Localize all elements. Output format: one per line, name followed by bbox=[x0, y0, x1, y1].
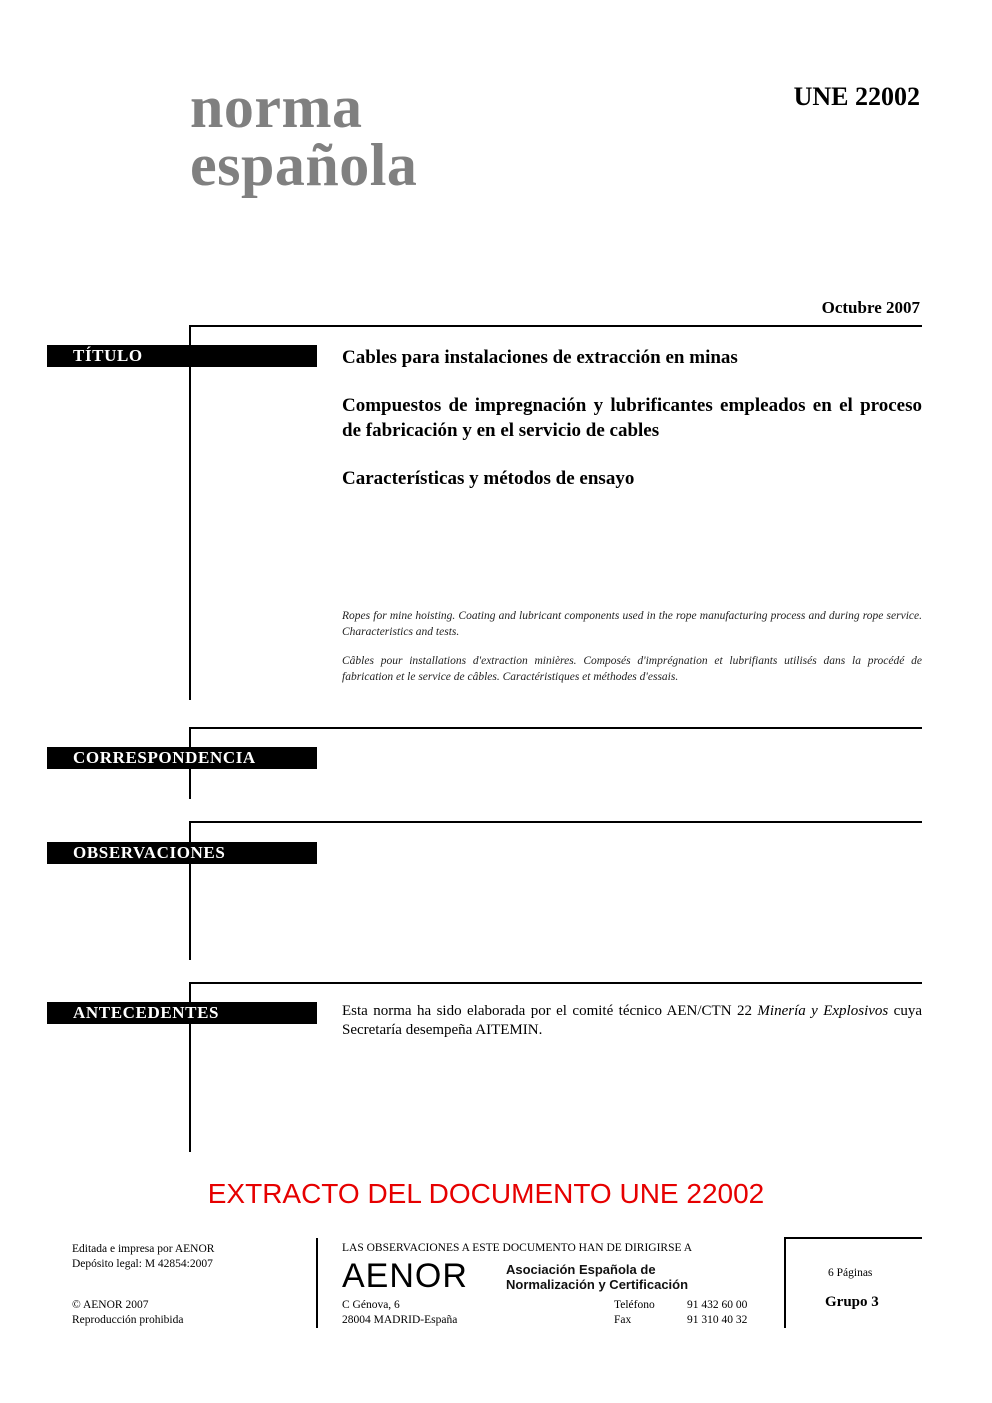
group-box-top bbox=[785, 1237, 922, 1239]
title-line-1: Cables para instalaciones de extracción en minas bbox=[342, 347, 738, 368]
aenor-address bbox=[342, 1298, 457, 1328]
aenor-logo: AENOR bbox=[342, 1257, 468, 1295]
address-city: 28004 MADRID-España bbox=[342, 1314, 458, 1326]
extract-watermark: EXTRACTO DEL DOCUMENTO UNE 22002 bbox=[207, 1178, 765, 1209]
fax-value: 91 310 40 32 bbox=[687, 1314, 748, 1326]
contact-values bbox=[687, 1298, 747, 1328]
antecedentes-text-before: Esta norma ha sido elaborada por el comité técnico AEN/CTN 22 bbox=[342, 1003, 758, 1019]
translated-titles bbox=[342, 608, 922, 698]
page-count: 6 Páginas bbox=[828, 1267, 873, 1279]
correspondencia-label: CORRESPONDENCIA bbox=[47, 747, 317, 769]
publication-date: Octubre 2007 bbox=[821, 298, 920, 317]
phone-value: 91 432 60 00 bbox=[687, 1299, 748, 1311]
phone-label: Teléfono bbox=[614, 1299, 655, 1311]
copyright: © AENOR 2007 bbox=[72, 1299, 149, 1311]
section-vertical-rule bbox=[189, 325, 191, 700]
titulo-label: TÍTULO bbox=[47, 345, 317, 367]
observations-notice: LAS OBSERVACIONES A ESTE DOCUMENTO HAN DE DIRIGIRSE A bbox=[342, 1242, 693, 1254]
observaciones-label: OBSERVACIONES bbox=[47, 842, 317, 864]
fax-label: Fax bbox=[614, 1314, 632, 1326]
edited-by: Editada e impresa por AENOR bbox=[72, 1243, 215, 1255]
aenor-name-line-2: Normalización y Certificación bbox=[506, 1277, 689, 1292]
english-title: Ropes for mine hoisting. Coating and lubricant components used in the rope manufacturing process and during rope service. Characteristics and tests. bbox=[342, 610, 922, 638]
section-divider bbox=[190, 982, 922, 984]
footer-divider bbox=[316, 1238, 318, 1328]
legal-deposit: Depósito legal: M 42854:2007 bbox=[72, 1258, 213, 1270]
antecedentes-label: ANTECEDENTES bbox=[47, 1002, 317, 1024]
edition-info bbox=[72, 1242, 214, 1272]
section-divider bbox=[190, 727, 922, 729]
section-divider bbox=[190, 821, 922, 823]
aenor-name-line-1: Asociación Española de bbox=[506, 1262, 656, 1277]
standard-code: UNE 22002 bbox=[793, 82, 920, 111]
group-box-left bbox=[784, 1237, 786, 1328]
copyright-info bbox=[72, 1298, 183, 1328]
title-line-3: Características y métodos de ensayo bbox=[342, 468, 635, 489]
antecedentes-text-after: cuya Secretaría desempeña AITEMIN. bbox=[342, 1003, 922, 1038]
antecedentes-text bbox=[342, 1002, 922, 1040]
committee-name: Minería y Explosivos bbox=[757, 1003, 889, 1019]
section-divider bbox=[190, 325, 922, 327]
aenor-full-name bbox=[506, 1262, 688, 1292]
norma-line: norma bbox=[190, 74, 363, 140]
spanish-titles bbox=[342, 345, 922, 514]
reproduction-notice: Reproducción prohibida bbox=[72, 1314, 184, 1326]
address-street: C Génova, 6 bbox=[342, 1299, 400, 1311]
norma-espanola-heading bbox=[190, 74, 418, 198]
group-number: Grupo 3 bbox=[825, 1294, 879, 1310]
contact-labels bbox=[614, 1298, 655, 1328]
french-title: Câbles pour installations d'extraction minières. Composés d'imprégnation et lubrifiants utilisés dans la procédé de fabrication et le service de câbles. Caractéristiques et méthodes d'essais. bbox=[342, 655, 922, 683]
title-line-2: Compuestos de impregnación y lubrificantes empleados en el proceso de fabricación y en el servicio de cables bbox=[342, 395, 922, 441]
espanola-line: española bbox=[190, 132, 418, 198]
